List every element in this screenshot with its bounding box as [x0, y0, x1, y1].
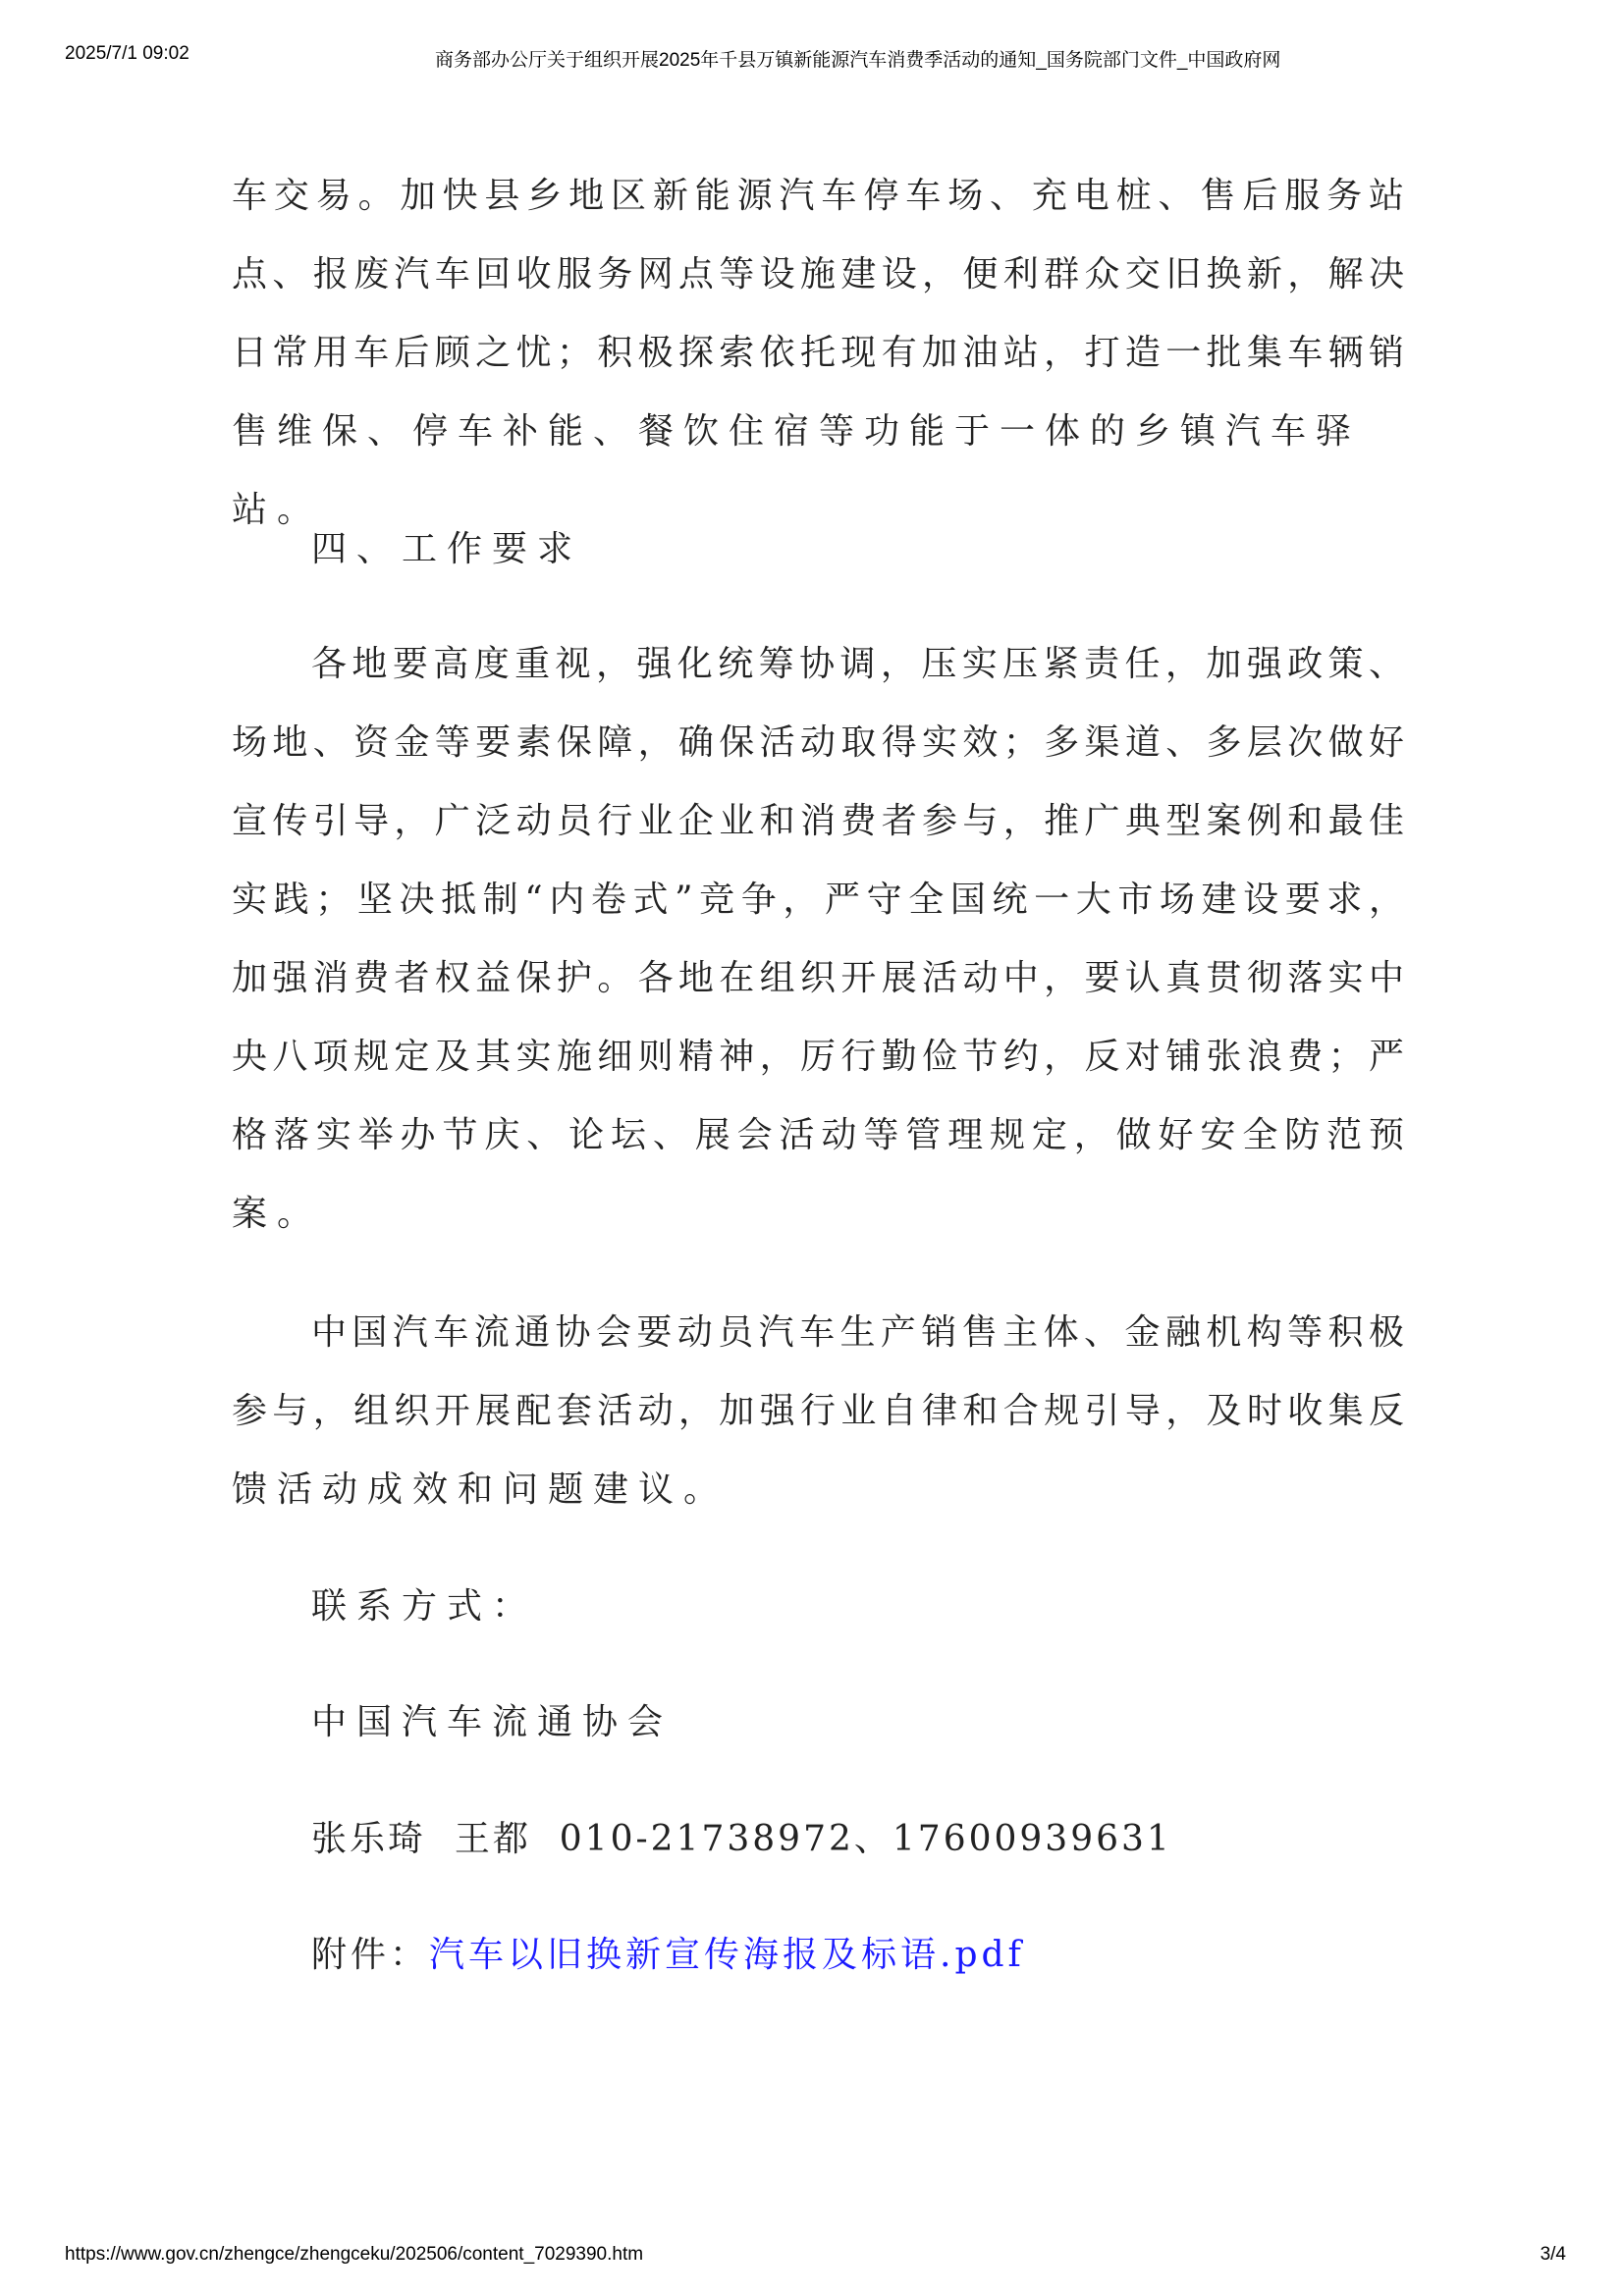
text-line: 实践；坚决抵制“内卷式”竞争，严守全国统一大市场建设要求， — [232, 880, 1404, 920]
text-line: 宣传引导，广泛动员行业企业和消费者参与，推广典型案例和最佳 — [232, 801, 1404, 841]
text-line: 央八项规定及其实施细则精神，厉行勤俭节约，反对铺张浪费；严 — [232, 1037, 1404, 1077]
page-number: 3/4 — [1540, 2244, 1566, 2265]
paragraph-3 — [232, 1294, 1404, 1529]
text-line: 参与，组织开展配套活动，加强行业自律和合规引导，及时收集反 — [232, 1391, 1404, 1431]
text-line: 馈活动成效和问题建议。 — [232, 1469, 730, 1510]
attachment-label: 附件： — [311, 1935, 430, 1975]
text-line: 车交易。加快县乡地区新能源汽车停车场、充电桩、售后服务站 — [232, 176, 1404, 216]
page-title: 商务部办公厅关于组织开展2025年千县万镇新能源汽车消费季活动的通知_国务院部门文件_中国政府网 — [435, 50, 1281, 71]
text-line: 售维保、停车补能、餐饮住宿等功能于一体的乡镇汽车驿站。 — [232, 411, 1362, 530]
attachment-link[interactable]: 汽车以旧换新宣传海报及标语.pdf — [429, 1935, 1025, 1975]
page-url: https://www.gov.cn/zhengce/zhengceku/202506/content_7029390.htm — [65, 2244, 644, 2265]
text-line: 中国汽车流通协会要动员汽车生产销售主体、金融机构等积极 — [311, 1312, 1404, 1353]
print-datetime: 2025/7/1 09:02 — [65, 43, 189, 64]
text-line: 加强消费者权益保护。各地在组织开展活动中，要认真贯彻落实中 — [232, 958, 1404, 998]
text-line: 各地要高度重视，强化统筹协调，压实压紧责任，加强政策、 — [311, 644, 1404, 684]
paragraph-2 — [232, 625, 1404, 1254]
text-line: 场地、资金等要素保障，确保活动取得实效；多渠道、多层次做好 — [232, 722, 1404, 763]
contact-organization: 中国汽车流通协会 — [311, 1702, 674, 1742]
attachment-row — [232, 1916, 1404, 1995]
section-heading: 四、工作要求 — [311, 529, 583, 569]
text-line: 点、报废汽车回收服务网点等设施建设，便利群众交旧换新，解决 — [232, 254, 1404, 294]
text-line: 日常用车后顾之忧；积极探索依托现有加油站，打造一批集车辆销 — [232, 333, 1404, 373]
contact-people: 张乐琦 王都 010-21738972、17600939631 — [311, 1819, 1172, 1859]
text-line: 格落实举办节庆、论坛、展会活动等管理规定，做好安全防范预 — [232, 1115, 1404, 1155]
text-line: 案。 — [232, 1194, 323, 1234]
contact-label: 联系方式： — [311, 1586, 538, 1627]
paragraph-1 — [232, 157, 1404, 530]
